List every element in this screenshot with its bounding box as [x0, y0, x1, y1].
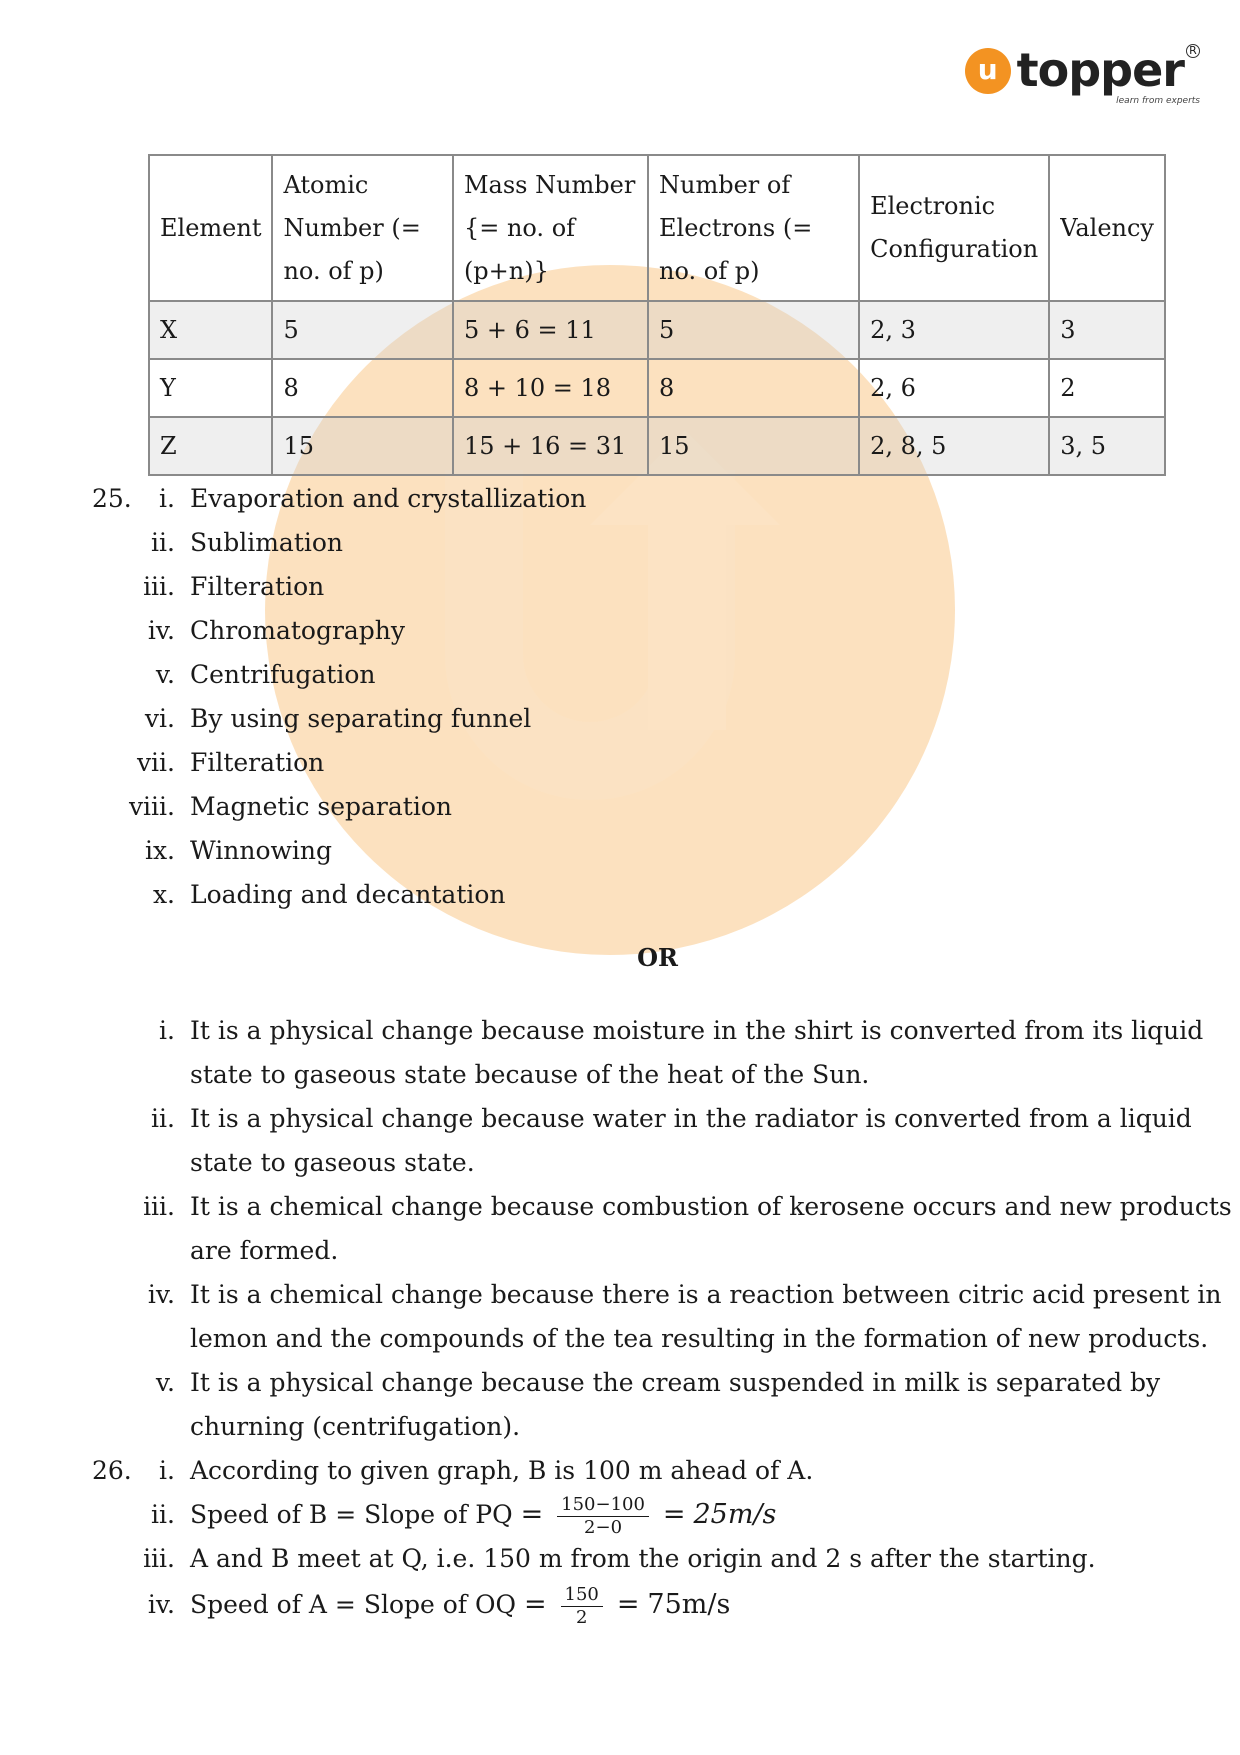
fraction-denominator: 2−0	[584, 1517, 623, 1538]
list-marker: x.	[152, 880, 175, 909]
list-marker: vii.	[136, 748, 175, 777]
list-item: Loading and decantation	[190, 880, 506, 909]
table-row	[149, 417, 1165, 475]
list-item-line: lemon and the compounds of the tea resulting in the formation of new products.	[190, 1324, 1209, 1353]
list-item: Winnowing	[190, 836, 333, 865]
list-marker: viii.	[128, 792, 175, 821]
list-marker: ii.	[151, 1500, 175, 1529]
registered-icon: R	[1186, 44, 1200, 58]
table-cell: 8 + 10 = 18	[453, 359, 648, 417]
equation-text: Speed of A = Slope of OQ	[190, 1590, 516, 1619]
fraction	[557, 1494, 649, 1539]
list-marker: vi.	[144, 704, 175, 733]
list-item-line: state to gaseous state.	[190, 1148, 475, 1177]
header-electrons: Number of Electrons (= no. of p)	[648, 155, 859, 301]
list-item-line: It is a physical change because water in the radiator is converted from a liquid	[190, 1104, 1192, 1133]
table-cell: X	[149, 301, 272, 359]
brand-mark-icon: u	[965, 48, 1011, 94]
or-separator: OR	[637, 943, 678, 972]
table-header-row	[149, 155, 1165, 301]
table-cell: 15	[272, 417, 452, 475]
watermark-arrow-stem	[648, 520, 726, 730]
list-marker: i.	[159, 1016, 175, 1045]
table-cell: 3, 5	[1049, 417, 1165, 475]
header-configuration: Electronic Configuration	[859, 155, 1049, 301]
equals-sign: =	[523, 1589, 547, 1620]
equals-sign: =	[520, 1499, 544, 1530]
table-cell: Z	[149, 417, 272, 475]
list-item: Filteration	[190, 572, 325, 601]
fraction	[561, 1584, 603, 1629]
equals-sign: =	[662, 1499, 686, 1530]
speed-a-equation	[190, 1577, 730, 1633]
list-marker: ix.	[144, 836, 175, 865]
header-valency: Valency	[1049, 155, 1165, 301]
question-number-26: 26.	[92, 1456, 132, 1485]
table-row	[149, 301, 1165, 359]
list-marker: iii.	[143, 572, 175, 601]
element-table	[148, 154, 1166, 476]
list-marker: ii.	[151, 1104, 175, 1133]
table-cell: 5	[272, 301, 452, 359]
list-item-line: It is a physical change because the cream suspended in milk is separated by	[190, 1368, 1161, 1397]
table-cell: 2, 3	[859, 301, 1049, 359]
table-cell: 8	[648, 359, 859, 417]
list-item-line: are formed.	[190, 1236, 339, 1265]
list-marker: iv.	[147, 1590, 175, 1619]
list-item-line: It is a physical change because moisture in the shirt is converted from its liquid	[190, 1016, 1204, 1045]
list-item-line: It is a chemical change because combustion of kerosene occurs and new products	[190, 1192, 1232, 1221]
header-element: Element	[149, 155, 272, 301]
list-item: Sublimation	[190, 528, 344, 557]
list-item-line: It is a chemical change because there is a reaction between citric acid present in	[190, 1280, 1222, 1309]
table-cell: 2, 8, 5	[859, 417, 1049, 475]
equation-result: 75m/s	[647, 1589, 731, 1620]
fraction-numerator: 150−100	[557, 1494, 649, 1517]
list-item-line: churning (centrifugation).	[190, 1412, 521, 1441]
table-cell: 2	[1049, 359, 1165, 417]
list-marker: i.	[159, 484, 175, 513]
brand-tagline: learn from experts	[1116, 96, 1200, 106]
list-item: Filteration	[190, 748, 325, 777]
table-row	[149, 359, 1165, 417]
list-marker: iv.	[147, 616, 175, 645]
table-cell: 2, 6	[859, 359, 1049, 417]
table-cell: Y	[149, 359, 272, 417]
fraction-numerator: 150	[561, 1584, 603, 1607]
list-marker: v.	[155, 660, 175, 689]
brand-name: topper	[1016, 43, 1184, 97]
table-cell: 15 + 16 = 31	[453, 417, 648, 475]
table-cell: 5	[648, 301, 859, 359]
list-marker: iii.	[143, 1544, 175, 1573]
equation-text: Speed of B = Slope of PQ	[190, 1500, 513, 1529]
list-item: Evaporation and crystallization	[190, 484, 587, 513]
list-item: Magnetic separation	[190, 792, 452, 821]
list-item: According to given graph, B is 100 m ahead of A.	[190, 1456, 814, 1485]
list-item: Centrifugation	[190, 660, 376, 689]
list-item: By using separating funnel	[190, 704, 532, 733]
table-cell: 5 + 6 = 11	[453, 301, 648, 359]
list-marker: iii.	[143, 1192, 175, 1221]
list-item: A and B meet at Q, i.e. 150 m from the origin and 2 s after the starting.	[190, 1544, 1096, 1573]
fraction-denominator: 2	[575, 1607, 588, 1628]
table-cell: 3	[1049, 301, 1165, 359]
list-marker: iv.	[147, 1280, 175, 1309]
header-atomic-number: Atomic Number (= no. of p)	[272, 155, 452, 301]
list-marker: ii.	[151, 528, 175, 557]
equation-result: 25m/s	[693, 1499, 777, 1530]
table-cell: 15	[648, 417, 859, 475]
table-cell: 8	[272, 359, 452, 417]
list-item-line: state to gaseous state because of the heat of the Sun.	[190, 1060, 870, 1089]
list-item: Chromatography	[190, 616, 406, 645]
speed-b-equation	[190, 1487, 776, 1543]
list-marker: v.	[155, 1368, 175, 1397]
brand-logo[interactable]	[965, 40, 1200, 106]
equals-sign: =	[616, 1589, 640, 1620]
question-number-25: 25.	[92, 484, 132, 513]
header-mass-number: Mass Number {= no. of (p+n)}	[453, 155, 648, 301]
list-marker: i.	[159, 1456, 175, 1485]
